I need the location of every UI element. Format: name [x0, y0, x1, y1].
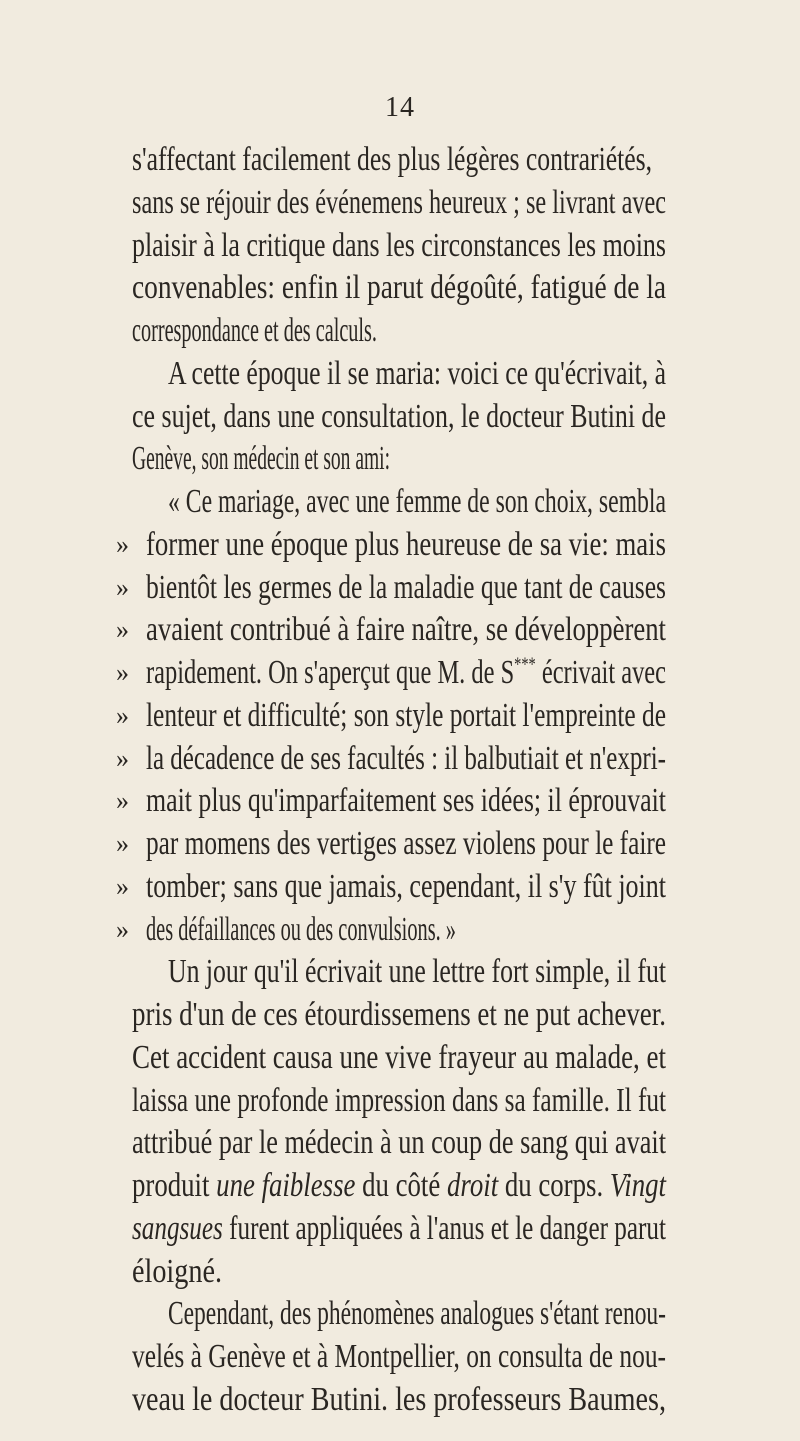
text-line: s'affectant facilement des plus légères contrariétés,: [132, 141, 653, 178]
page-number: 14: [385, 92, 415, 123]
italic-text: droit: [446, 1167, 499, 1204]
text-span: du côté: [355, 1167, 447, 1204]
quote-line: avaient contribué à faire naître, se développèrent: [146, 611, 666, 648]
quote-line: tomber; sans que jamais, cependant, il s'y fût joint: [146, 868, 666, 905]
text-line: pris d'un de ces étourdissemens et ne put achever.: [132, 996, 667, 1033]
quote-line-text: rapidement. On s'aperçut que M. de S: [146, 654, 515, 691]
text-line: A cette époque il se maria: voici ce qu'écrivait, à: [168, 355, 666, 392]
quote-mark: »: [116, 658, 129, 687]
italic-text: sangsues: [132, 1210, 223, 1247]
quote-mark: »: [116, 829, 129, 858]
quote-mark: »: [116, 530, 129, 559]
quote-line: former une époque plus heureuse de sa vie: mais: [146, 526, 667, 563]
text-span: du corps.: [498, 1167, 610, 1204]
text-line: laissa une profonde impression dans sa famille. Il fut: [132, 1082, 667, 1119]
quote-mark: »: [116, 915, 129, 944]
text-line: plaisir à la critique dans les circonstances les moins: [132, 227, 666, 264]
text-line: convenables: enfin il parut dégoûté, fatigué de la: [132, 269, 666, 306]
text-line: Genève, son médecin et son ami:: [132, 440, 391, 477]
quote-mark: »: [116, 744, 129, 773]
quote-line: [146, 653, 666, 693]
quote-mark: »: [116, 701, 129, 730]
quote-line: la décadence de ses facultés : il balbutiait et n'expri-: [146, 740, 666, 777]
text-line: [132, 1166, 666, 1206]
quote-mark: »: [116, 615, 129, 644]
text-line: [132, 1209, 666, 1249]
text-span: produit: [132, 1167, 217, 1204]
quote-line: mait plus qu'imparfaitement ses idées; il éprouvait: [146, 782, 666, 819]
quote-line: bientôt les germes de la maladie que tant de causes: [146, 569, 666, 606]
text-line: correspondance et des calculs.: [132, 312, 377, 349]
text-line: veau le docteur Butini. les professeurs Baumes,: [132, 1381, 666, 1418]
text-line: sans se réjouir des événemens heureux ; se livrant avec: [132, 184, 667, 221]
text-span: furent appliquées à l'anus et le danger parut: [222, 1210, 666, 1247]
text-line: ce sujet, dans une consultation, le docteur Butini de: [132, 398, 667, 435]
superscript: ***: [514, 653, 536, 676]
quote-line: lenteur et difficulté; son style portait l'empreinte de: [146, 697, 667, 734]
text-line: Un jour qu'il écrivait une lettre fort simple, il fut: [168, 953, 667, 990]
text-line: éloigné.: [132, 1253, 223, 1290]
italic-text: Vingt: [609, 1167, 666, 1204]
quote-line: « Ce mariage, avec une femme de son choix, sembla: [168, 483, 666, 520]
text-line: attribué par le médecin à un coup de sang qui avait: [132, 1124, 666, 1161]
italic-text: une faiblesse: [216, 1167, 356, 1204]
text-line: Cet accident causa une vive frayeur au malade, et: [132, 1039, 666, 1076]
quote-line: des défaillances ou des convulsions. »: [146, 911, 456, 948]
text-line: velés à Genève et à Montpellier, on consulta de nou-: [132, 1338, 667, 1375]
quote-mark: »: [116, 786, 129, 815]
quote-mark: »: [116, 872, 129, 901]
quote-line: par momens des vertiges assez violens pour le faire: [146, 825, 667, 862]
quote-mark: »: [116, 573, 129, 602]
text-line: Cependant, des phénomènes analogues s'étant renou-: [168, 1295, 666, 1332]
quote-line-text: écrivait avec: [535, 654, 667, 691]
